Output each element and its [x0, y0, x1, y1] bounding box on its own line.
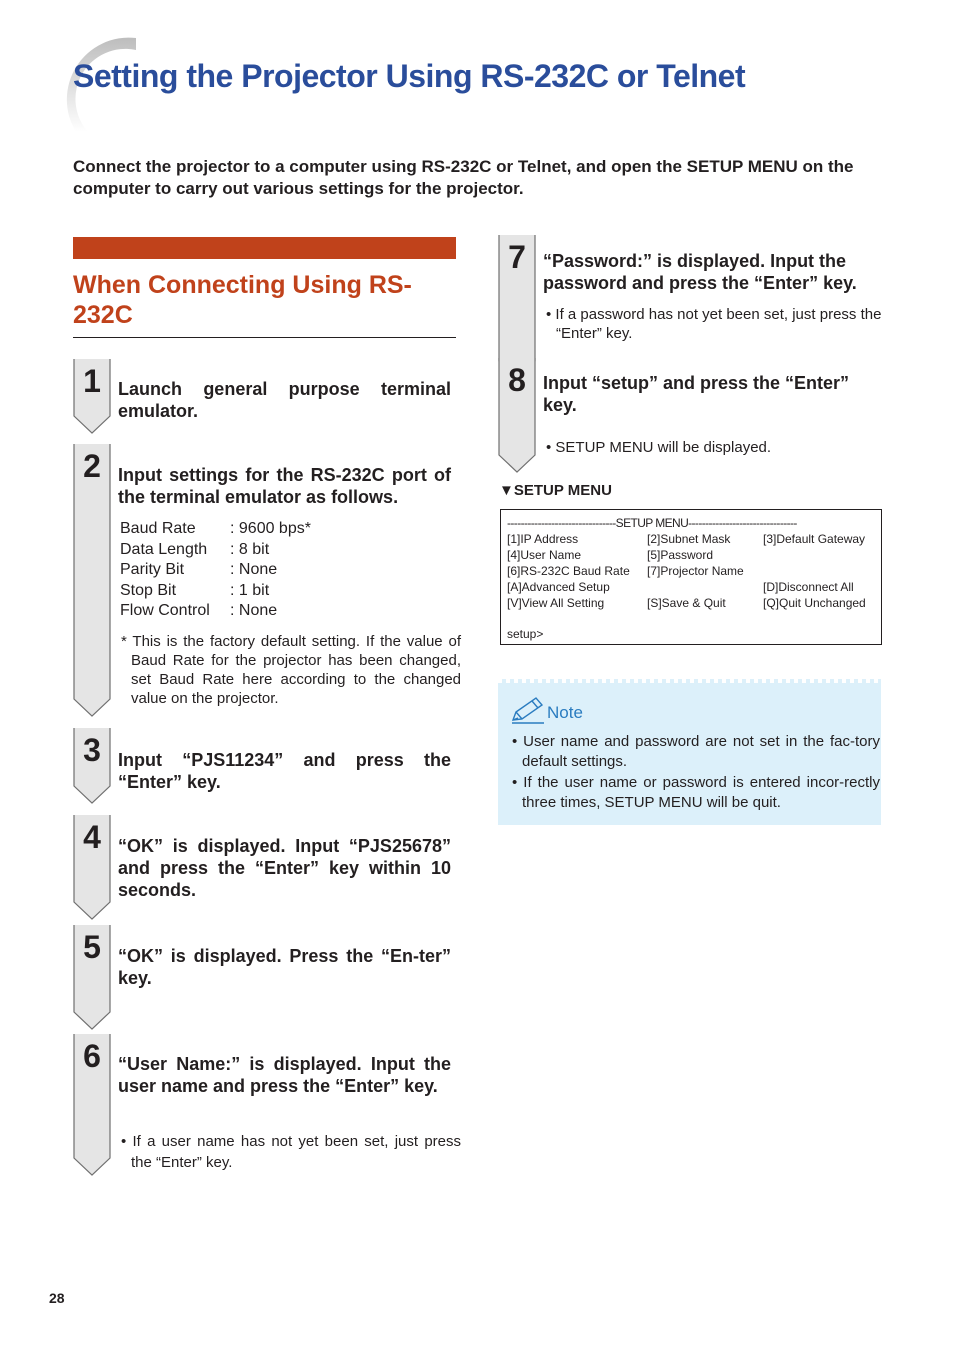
step-heading: “OK” is displayed. Input “PJS25678” and press the “Enter” key within 10 seconds.: [118, 836, 451, 900]
pencil-icon: [510, 695, 546, 725]
note-label: Note: [547, 703, 583, 722]
step-number: 7: [508, 239, 526, 275]
step-bullet: • If a password has not yet been set, just press the “Enter” key.: [546, 306, 882, 342]
menu-item: [Q]Quit Unchanged: [763, 596, 866, 610]
setting-name: Stop Bit: [120, 581, 177, 599]
step-number: 2: [83, 448, 101, 484]
setting-value: : 1 bit: [230, 581, 270, 599]
step-heading: Launch general purpose terminal emulator.: [118, 379, 451, 421]
step-heading: Input settings for the RS-232C port of the terminal emulator as follows.: [118, 465, 451, 507]
step-number: 4: [83, 819, 101, 855]
table-row: [118, 560, 313, 581]
step-number: 6: [83, 1038, 101, 1074]
menu-item: [D]Disconnect All: [763, 580, 854, 594]
table-row: [118, 540, 313, 561]
setting-name: Flow Control: [120, 602, 210, 619]
menu-item: [5]Password: [647, 548, 714, 562]
section-title: When Connecting Using RS-232C: [73, 271, 412, 329]
step-number: 1: [83, 363, 101, 399]
menu-item: [4]User Name: [507, 548, 582, 562]
setting-value: : 8 bit: [230, 540, 270, 558]
setting-name: Data Length: [120, 540, 208, 558]
menu-item: [S]Save & Quit: [647, 596, 726, 610]
setting-value: : None: [230, 561, 278, 578]
menu-item: [A]Advanced Setup: [507, 580, 610, 594]
menu-item: [V]View All Setting: [507, 596, 605, 610]
setting-value: : None: [230, 602, 278, 619]
step-heading: “OK” is displayed. Press the “En-ter” key.: [118, 946, 451, 988]
step-number: 8: [508, 362, 526, 398]
menu-item: [7]Projector Name: [647, 564, 744, 578]
menu-item: [6]RS-232C Baud Rate: [507, 564, 630, 578]
port-settings-table: [118, 519, 313, 622]
menu-item: [3]Default Gateway: [763, 532, 866, 546]
setup-menu-screen: [500, 509, 882, 645]
setting-name: Baud Rate: [120, 520, 196, 537]
menu-item: [2]Subnet Mask: [647, 532, 731, 546]
step-bullet: • SETUP MENU will be displayed.: [546, 439, 772, 456]
step-heading: Input “PJS11234” and press the “Enter” key.: [118, 750, 451, 792]
section-divider: [73, 337, 456, 338]
table-row: [118, 519, 313, 540]
setup-menu-label: ▼SETUP MENU: [499, 482, 612, 499]
note-item: • User name and password are not set in the fac-tory default settings.: [512, 733, 880, 770]
setting-name: Parity Bit: [120, 561, 185, 578]
step-number: 5: [83, 929, 101, 965]
table-row: [118, 601, 313, 622]
step-heading: “Password:” is displayed. Input the password and press the “Enter” key.: [543, 251, 857, 293]
menu-item: [1]IP Address: [507, 532, 579, 546]
step-heading: Input “setup” and press the “Enter” key.: [543, 373, 850, 415]
note-item: • If the user name or password is entered incor-rectly three times, SETUP MENU will be quit.: [512, 774, 880, 811]
section-color-bar: [73, 237, 456, 259]
factory-default-footnote: * This is the factory default setting. If the value of Baud Rate for the projector has been changed, set Baud Rate here according to the changed value on the projector.: [121, 633, 461, 707]
step-heading: “User Name:” is displayed. Input the user name and press the “Enter” key.: [118, 1054, 451, 1096]
table-row: [118, 581, 313, 602]
note-box: [498, 679, 881, 825]
setting-value: : 9600 bps*: [230, 520, 311, 537]
intro-paragraph: Connect the projector to a computer using RS-232C or Telnet, and open the SETUP MENU on the computer to carry out various settings for the projector.: [73, 157, 854, 198]
step-bullet: • If a user name has not yet been set, just press the “Enter” key.: [121, 1133, 461, 1171]
step-number: 3: [83, 732, 101, 768]
page-title: Setting the Projector Using RS-232C or Telnet: [73, 58, 746, 94]
page-number: 28: [49, 1290, 65, 1306]
menu-header-line: --------------------------------SETUP MENU--------------------------------: [507, 516, 797, 530]
menu-prompt: setup>: [507, 627, 544, 641]
